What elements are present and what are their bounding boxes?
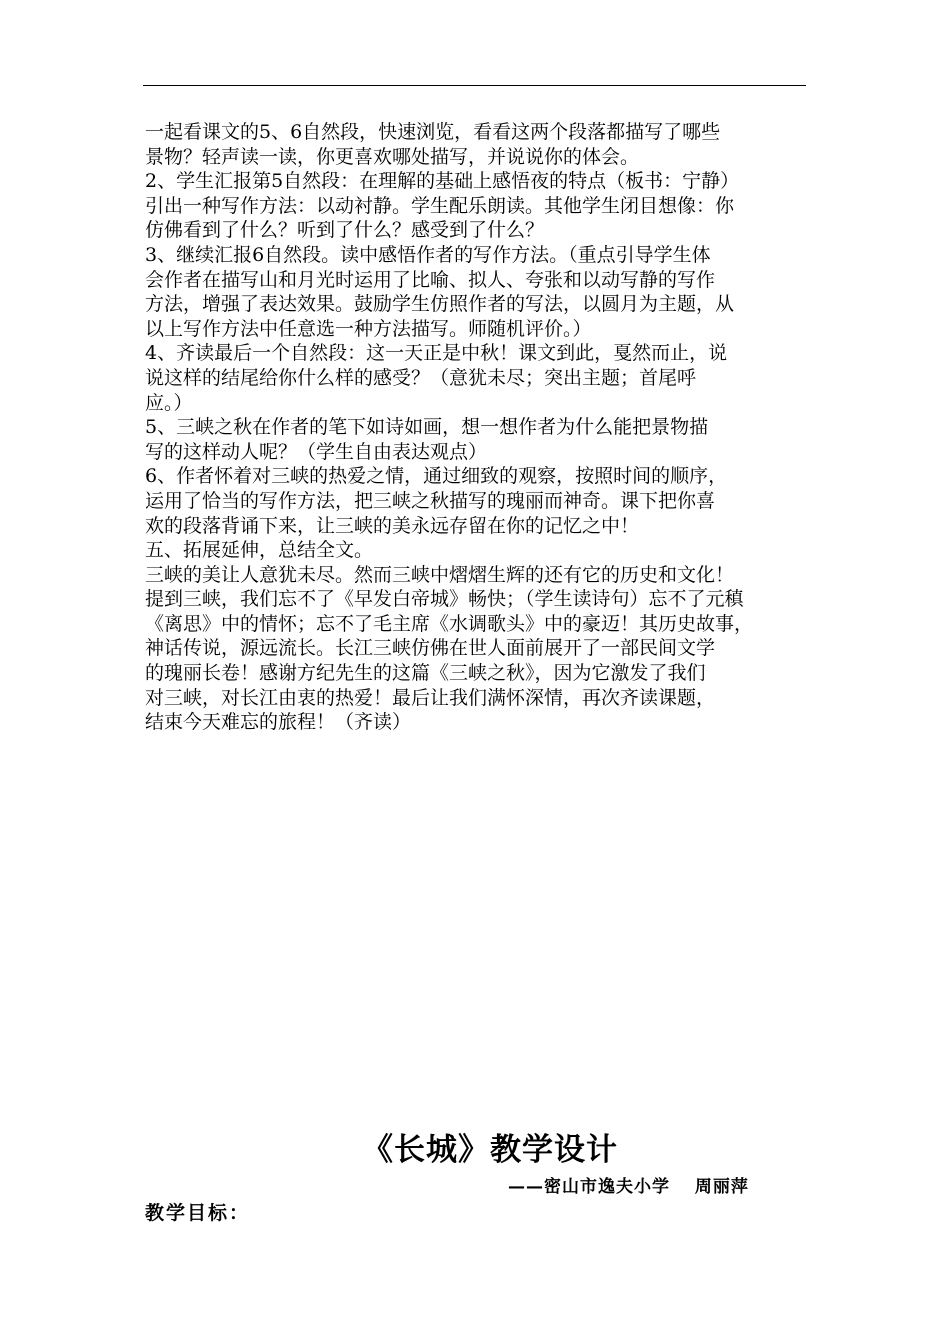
document-title: 《长城》教学设计 <box>362 1132 618 1168</box>
text-line: 五、拓展延伸，总结全文。 <box>145 539 374 562</box>
text-line: 2、学生汇报第5自然段：在理解的基础上感悟夜的特点（板书：宁静） <box>145 170 740 193</box>
section-heading-objectives: 教学目标： <box>145 1202 251 1224</box>
text-line: 对三峡，对长江由衷的热爱！最后让我们满怀深情，再次齐读课题， <box>145 686 716 709</box>
text-line: 3、继续汇报6自然段。读中感悟作者的写作方法。（重点引导学生体 <box>145 243 711 266</box>
text-line: 一起看课文的5、6自然段，快速浏览，看看这两个段落都描写了哪些 <box>145 121 721 143</box>
text-line: 三峡的美让人意犹未尽。然而三峡中熠熠生辉的还有它的历史和文化！ <box>145 563 735 586</box>
text-line: 欢的段落背诵下来，让三峡的美永远存留在你的记忆之中！ <box>145 514 640 537</box>
text-line: 4、齐读最后一个自然段：这一天正是中秋！课文到此，戛然而止，说 <box>145 342 728 365</box>
text-line: 运用了恰当的写作方法，把三峡之秋描写的瑰丽而神奇。课下把你喜 <box>145 489 716 512</box>
text-line: 6、作者怀着对三峡的热爱之情，通过细致的观察，按照时间的顺序， <box>145 465 728 488</box>
body-text <box>145 120 809 735</box>
text-line: 方法，增强了表达效果。鼓励学生仿照作者的写法，以圆月为主题，从 <box>145 293 735 316</box>
document-author: ——密山市逸夫小学 周丽萍 <box>508 1177 749 1197</box>
text-line: 神话传说，源远流长。长江三峡仿佛在世人面前展开了一部民间文学 <box>145 637 716 660</box>
text-line: 结束今天难忘的旅程！（齐读） <box>145 711 412 734</box>
text-line: 《离思》中的情怀；忘不了毛主席《水调歌头》中的豪迈！其历史故事， <box>145 612 754 635</box>
text-line: 提到三峡，我们忘不了《早发白帝城》畅快；（学生读诗句）忘不了元稹 <box>145 588 744 611</box>
text-line: 会作者在描写山和月光时运用了比喻、拟人、夸张和以动写静的写作 <box>145 268 716 291</box>
text-line: 引出一种写作方法：以动衬静。学生配乐朗读。其他学生闭目想像：你 <box>145 194 735 217</box>
text-line: 应。） <box>145 391 193 414</box>
text-line: 以上写作方法中任意选一种方法描写。师随机评价。） <box>145 317 592 340</box>
text-line: 写的这样动人呢？（学生自由表达观点） <box>145 440 488 463</box>
text-line: 的瑰丽长卷！感谢方纪先生的这篇《三峡之秋》，因为它激发了我们 <box>145 662 706 685</box>
header-rule <box>143 85 806 86</box>
text-line: 5、三峡之秋在作者的笔下如诗如画，想一想作者为什么能把景物描 <box>145 416 709 439</box>
text-line: 说这样的结尾给你什么样的感受？（意犹未尽；突出主题；首尾呼 <box>145 366 697 389</box>
text-line: 景物？轻声读一读，你更喜欢哪处描写，并说说你的体会。 <box>145 145 640 168</box>
text-line: 仿佛看到了什么？听到了什么？感受到了什么？ <box>145 219 545 242</box>
